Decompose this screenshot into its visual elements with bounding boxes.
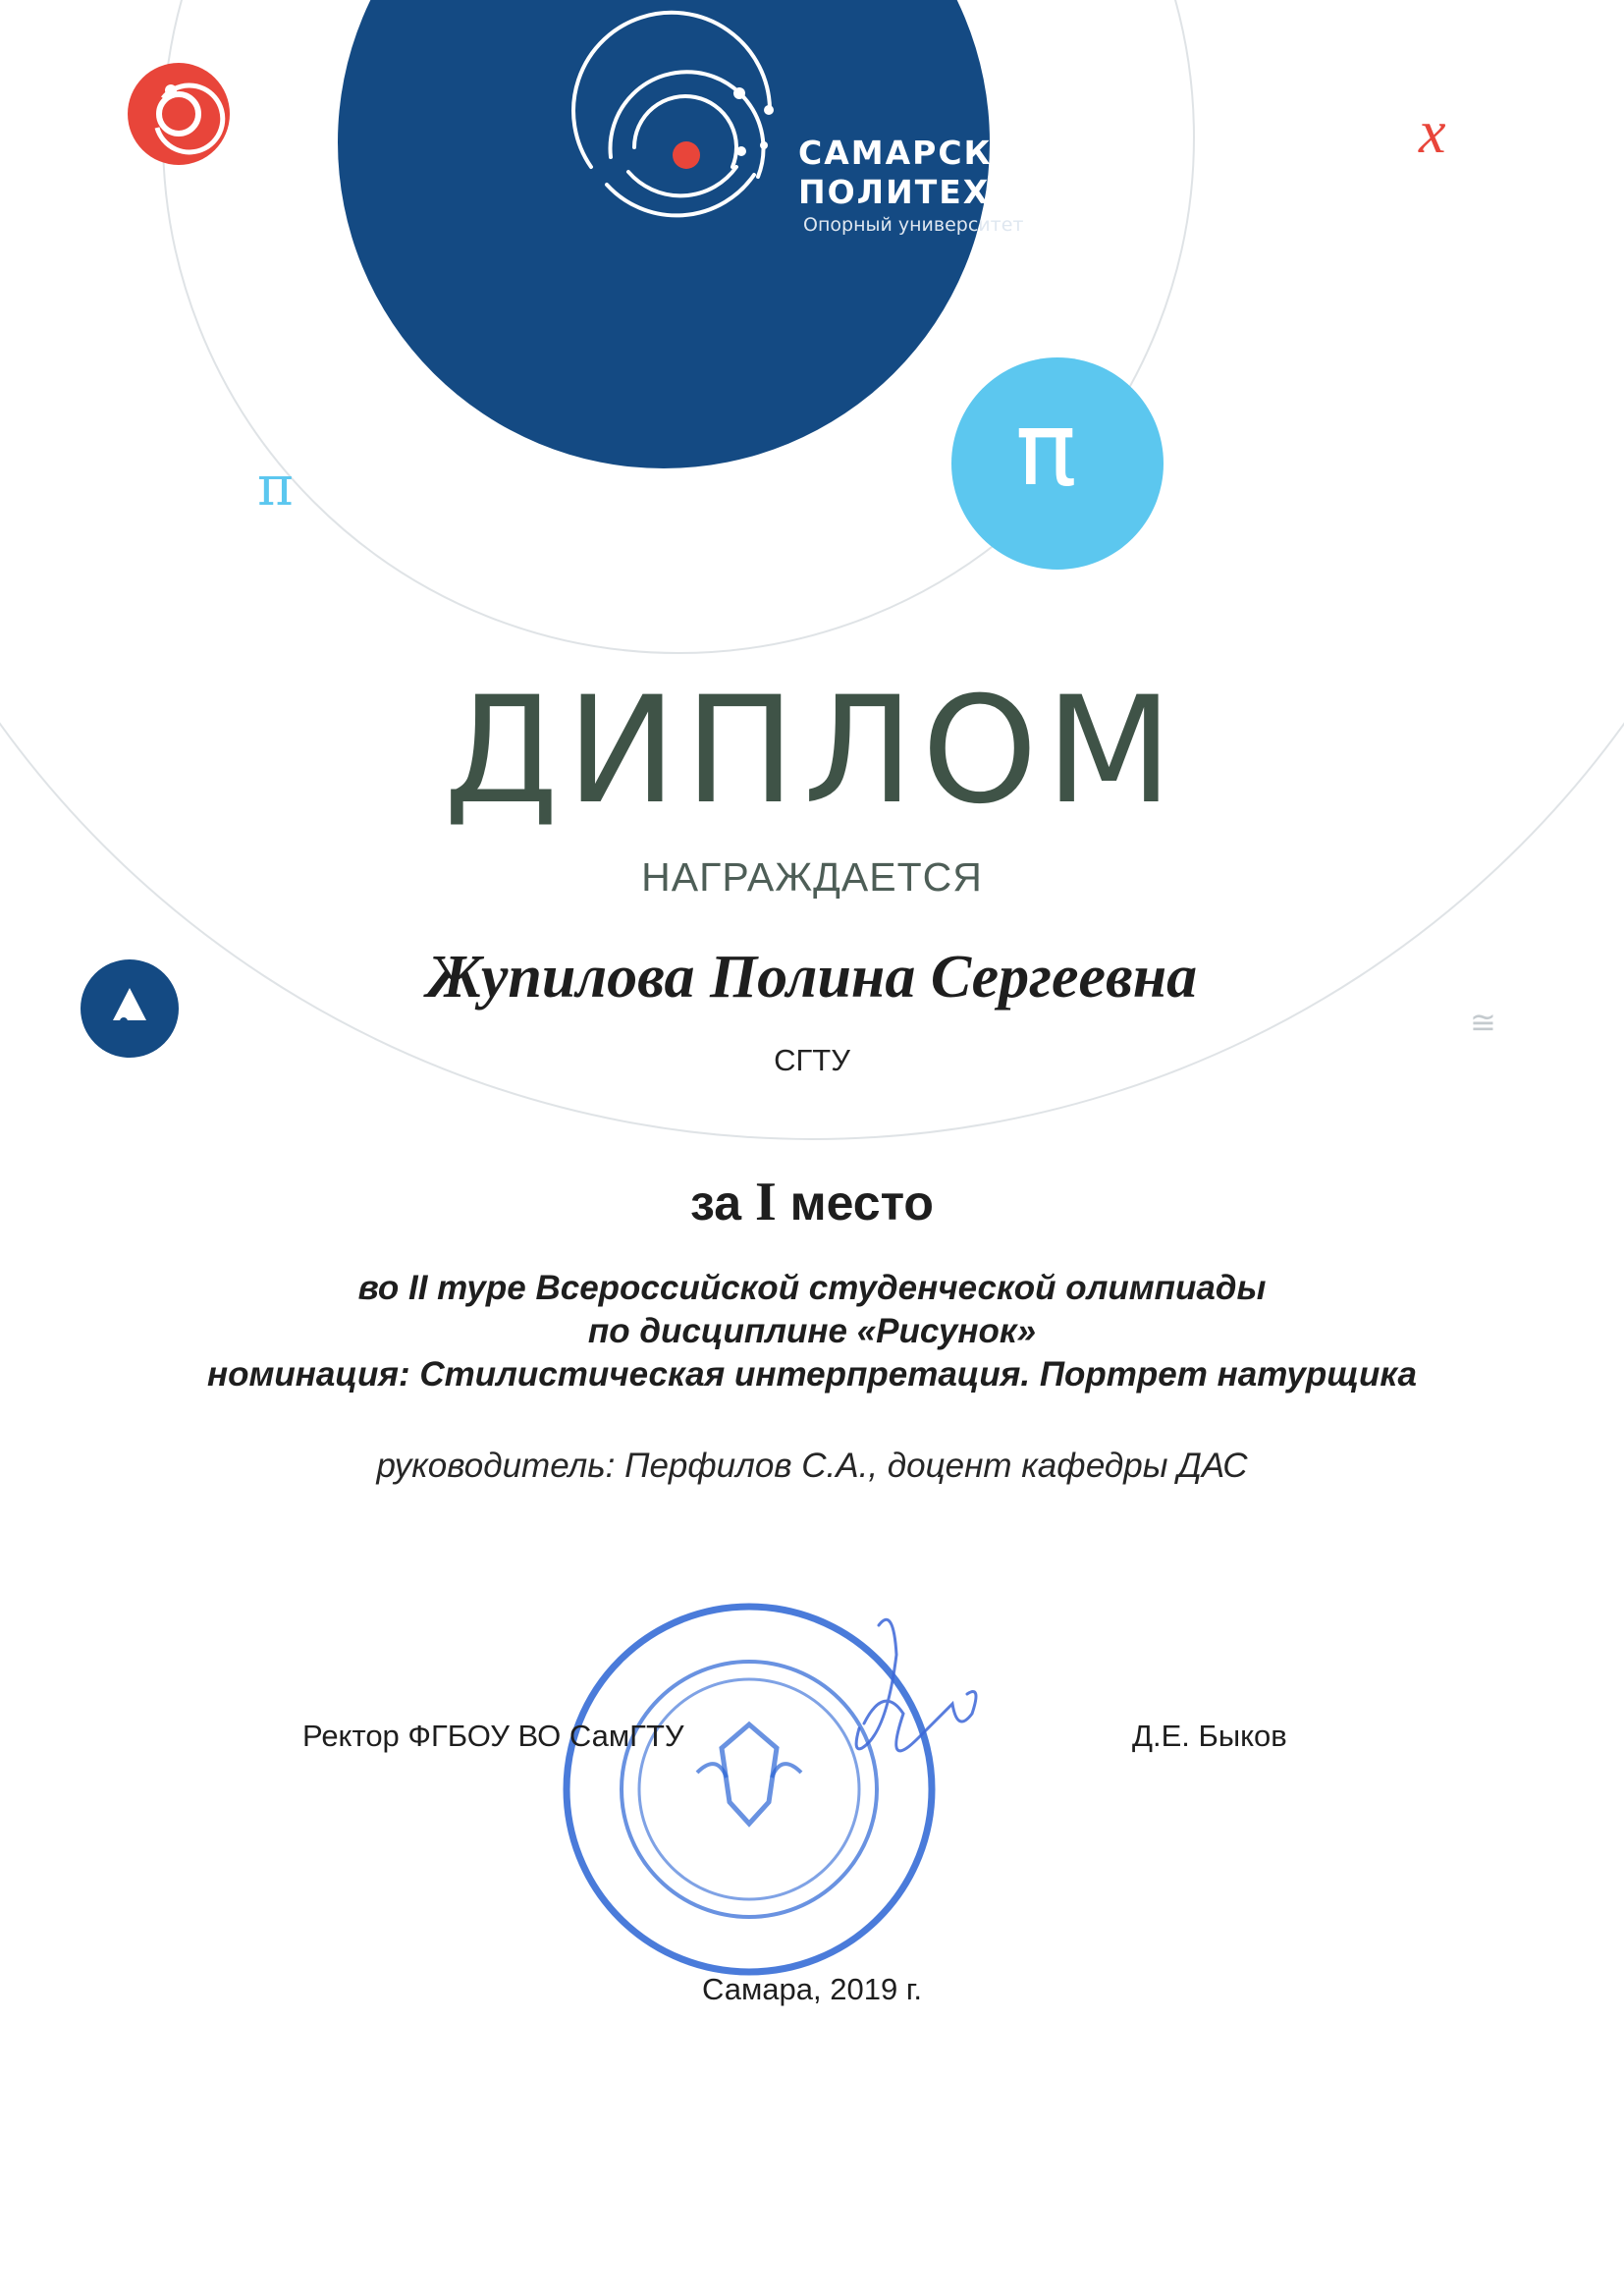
description-line-3: номинация: Стилистическая интерпретация. Портрет натурщика [206, 1355, 1418, 1394]
rector-title: Ректор ФГБОУ ВО СамГТУ [302, 1719, 684, 1753]
recipient-name: Жупилова Полина Сергеевна [426, 944, 1198, 1011]
logo-name-line-2: ПОЛИТЕХ [798, 173, 991, 211]
approx-symbol: ≅ [1470, 1004, 1496, 1041]
supervisor-line: руководитель: Перфилов С.А., доцент кафедры ДАС [376, 1447, 1248, 1485]
description-line-2: по дисциплине «Рисунок» [587, 1312, 1037, 1350]
diploma-title: ДИПЛОМ [443, 666, 1181, 837]
rector-signature [856, 1619, 976, 1751]
place-prefix: за [690, 1175, 742, 1230]
logo-subtitle: Опорный университет [803, 214, 1024, 236]
description-line-1: во II туре Всероссийской студенческой олимпиады [357, 1269, 1267, 1307]
place-line [0, 1171, 1624, 1233]
recipient-organization: СГТУ [774, 1043, 850, 1077]
place-suffix: место [789, 1175, 934, 1230]
place-number: I [754, 1172, 777, 1232]
x-symbol: x [1419, 99, 1446, 166]
logo-red-dot [673, 141, 700, 169]
awarded-label: НАГРАЖДАЕТСЯ [641, 854, 983, 900]
pi-symbol-large: π [1015, 389, 1077, 509]
place-and-date: Самара, 2019 г. [702, 1972, 922, 2006]
rector-name: Д.Е. Быков [1132, 1719, 1287, 1753]
logo-name-line-1: САМАРСКИЙ [798, 134, 1051, 172]
pi-symbol-small: π [257, 455, 294, 519]
institution-stamp [567, 1607, 932, 1972]
